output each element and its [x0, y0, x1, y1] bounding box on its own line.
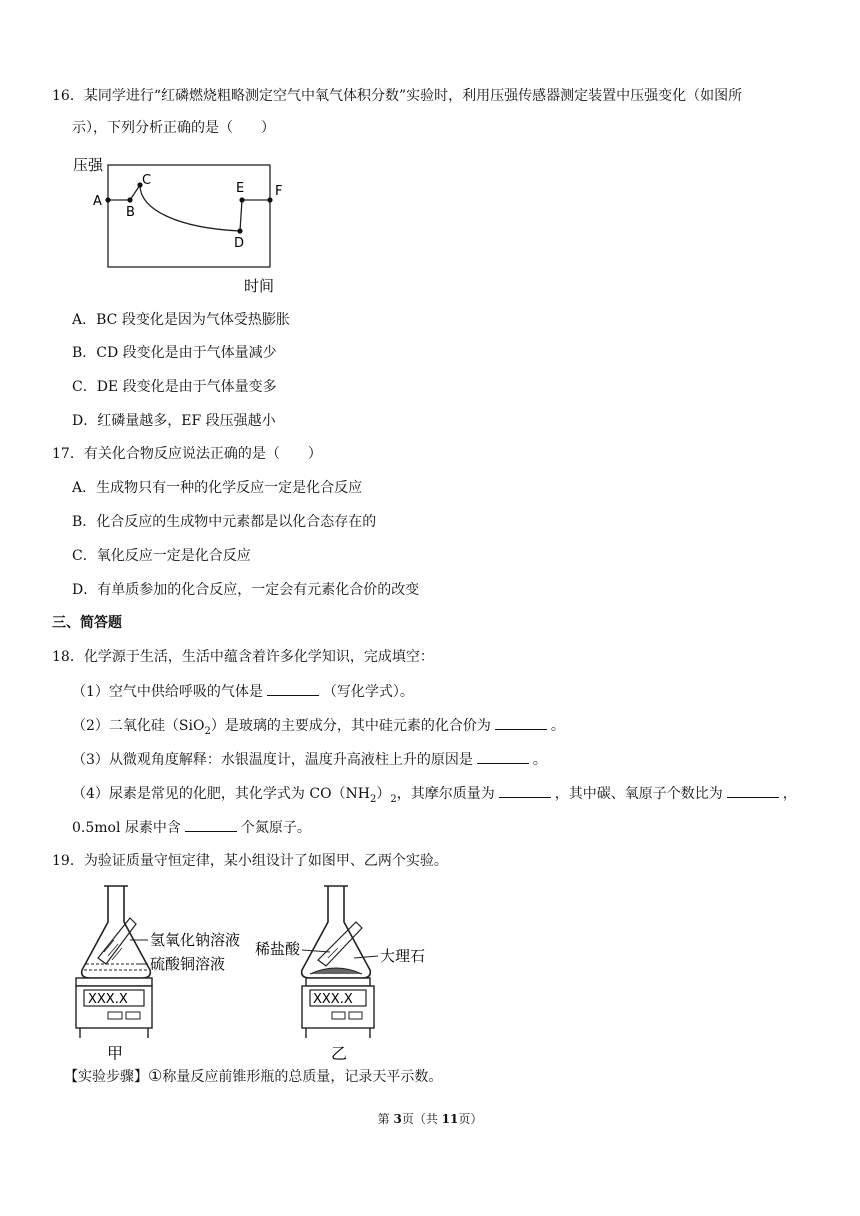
label-b: B [126, 205, 135, 220]
balance-reading: XXX.X [88, 992, 128, 1007]
page-footer: 第 3页（共 11页） [377, 1112, 483, 1126]
label-naoh: 氢氧化钠溶液 [150, 931, 241, 949]
point-e [239, 197, 244, 202]
q19-step: 【实验步骤】①称量反应前锥形瓶的总质量，记录天平示数。 [64, 1066, 443, 1085]
apparatus-jia [70, 882, 260, 1060]
point-d [237, 228, 242, 233]
q16-option-b: B．CD 段变化是由于气体量减少 [72, 345, 277, 361]
balance-reading: XXX.X [313, 992, 353, 1007]
answer-blank[interactable] [185, 817, 237, 832]
q17-option-a: A．生成物只有一种的化学反应一定是化合反应 [72, 480, 363, 496]
point-a [105, 197, 110, 202]
y-axis-label: 压强 [73, 156, 104, 174]
q18-part5: 0.5mol 尿素中含 个氮原子。 [72, 817, 311, 838]
answer-blank[interactable] [477, 749, 529, 764]
point-b [127, 197, 132, 202]
page-total: 11 [441, 1112, 459, 1126]
q17-option-b: B．化合反应的生成物中元素都是以化合态存在的 [72, 514, 377, 530]
q17-stem: 17．有关化合物反应说法正确的是（ ） [52, 446, 322, 462]
q16-stem-line1: 16．某同学进行“红磷燃烧粗略测定空气中氧气体积分数”实验时，利用压强传感器测定装置中压强变化（如图所 [52, 88, 743, 104]
point-f [267, 197, 272, 202]
label-c: C [142, 173, 152, 188]
q16-option-a: A．BC 段变化是因为气体受热膨胀 [72, 312, 290, 328]
label-cuso4: 硫酸铜溶液 [150, 955, 226, 973]
q18-part1: （1）空气中供给呼吸的气体是 （写化学式）。 [72, 681, 414, 702]
section-title: 三、简答题 [52, 615, 122, 631]
caption-jia: 甲 [107, 1044, 124, 1060]
pressure-time-graph [68, 150, 298, 300]
q17-option-d: D．有单质参加的化合反应，一定会有元素化合价的改变 [72, 582, 420, 598]
caption-yi: 乙 [331, 1044, 348, 1060]
q16-option-c: C．DE 段变化是由于气体量变多 [72, 379, 277, 395]
q19-stem: 19．为验证质量守恒定律，某小组设计了如图甲、乙两个实验。 [52, 853, 448, 869]
label-f: F [275, 184, 283, 199]
q16-option-d: D．红磷量越多，EF 段压强越小 [72, 413, 276, 429]
q17-option-c: C．氧化反应一定是化合反应 [72, 548, 251, 564]
q18-part2: （2）二氧化硅（SiO$_2$）是玻璃的主要成分，其中硅元素的化合价为 。 [72, 715, 565, 742]
q18-part4: （4）尿素是常见的化肥，其化学式为 $CO(NH_2)_2$，其摩尔质量为 ，其中碳、氧原子个数比为 ， [72, 783, 797, 810]
q18-stem: 18．化学源于生活，生活中蕴含着许多化学知识，完成填空： [52, 649, 434, 665]
answer-blank[interactable] [495, 715, 547, 730]
answer-blank[interactable] [267, 681, 319, 696]
label-a: A [93, 194, 102, 209]
test-tube [98, 918, 136, 964]
page-number: 3 [393, 1112, 402, 1126]
q18-part3: （3）从微观角度解释：水银温度计，温度升高液柱上升的原因是 。 [72, 749, 547, 770]
answer-blank[interactable] [727, 783, 779, 798]
conical-flask [302, 886, 371, 978]
marble-pieces [310, 968, 362, 974]
label-d: D [234, 236, 245, 251]
q16-stem-line2: 示），下列分析正确的是（ ） [72, 120, 275, 136]
label-marble: 大理石 [380, 947, 426, 965]
label-e: E [236, 181, 245, 196]
apparatus-yi [250, 882, 460, 1060]
x-axis-label: 时间 [244, 277, 275, 295]
label-hcl: 稀盐酸 [255, 940, 301, 958]
answer-blank[interactable] [499, 783, 551, 798]
